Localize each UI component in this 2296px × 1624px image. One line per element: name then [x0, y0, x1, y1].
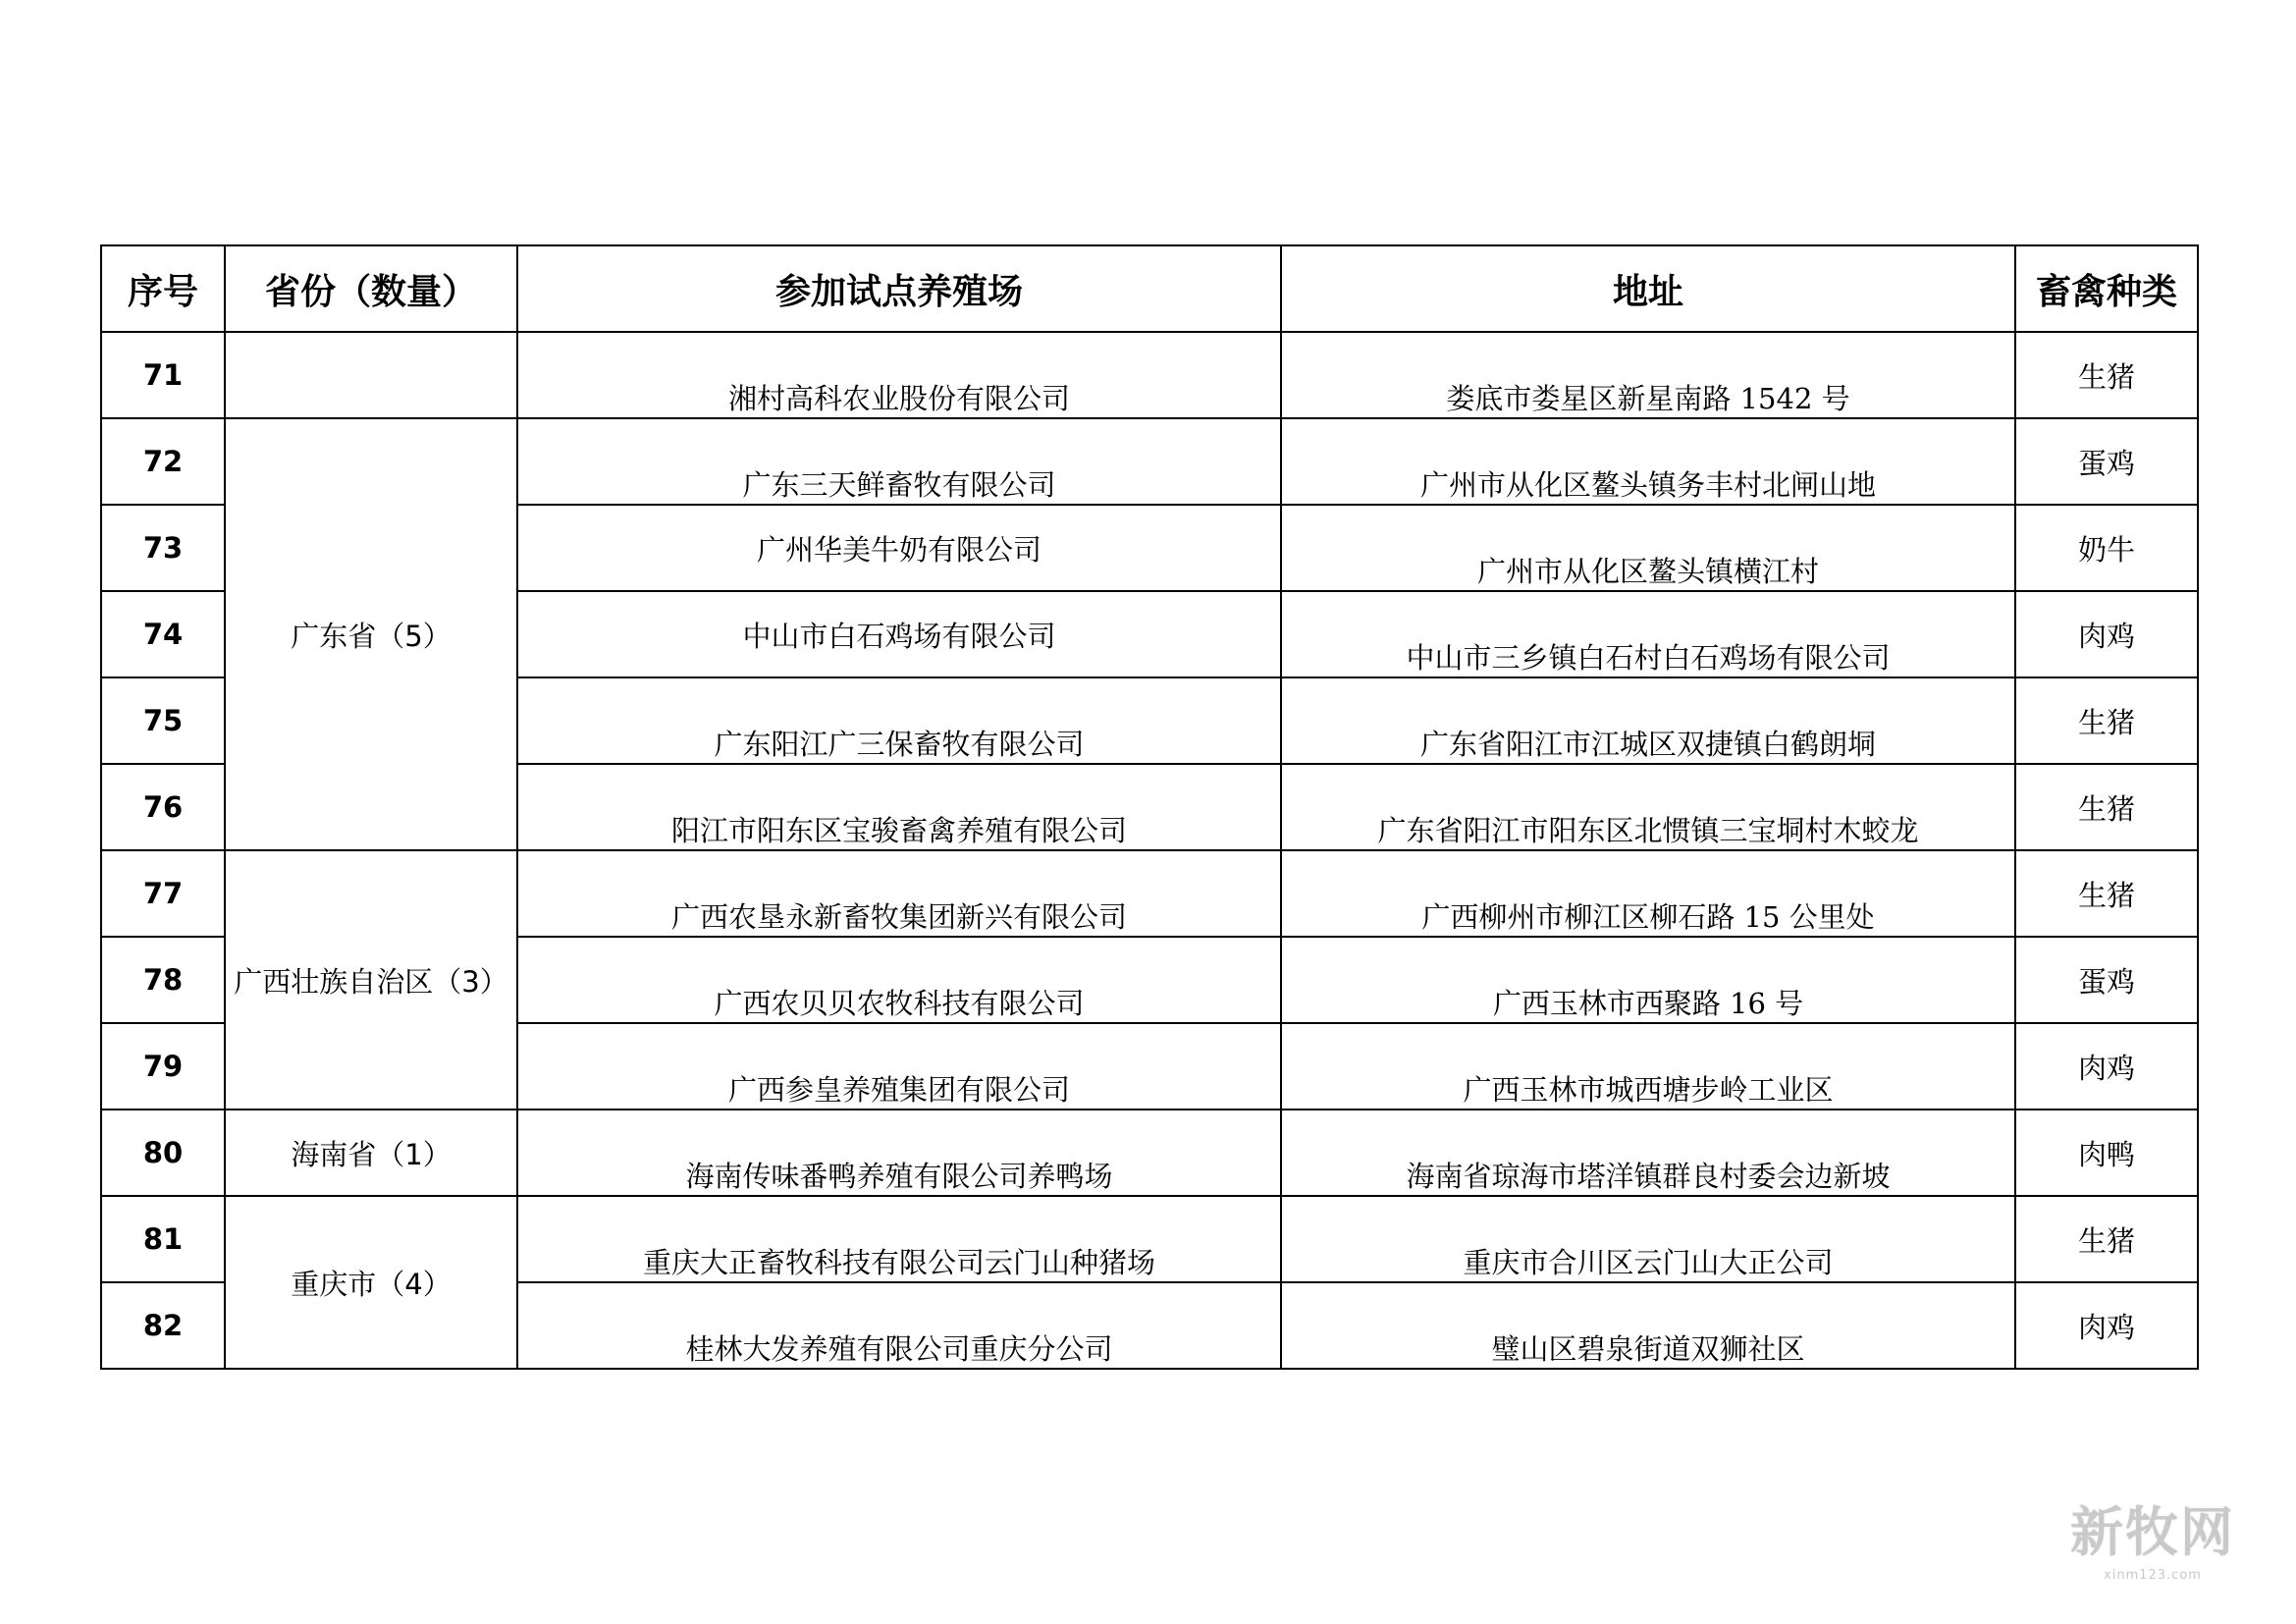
row-address: 中山市三乡镇白石村白石鸡场有限公司 — [1281, 591, 2015, 677]
row-farm: 阳江市阳东区宝骏畜禽养殖有限公司 — [517, 764, 1281, 850]
row-address: 璧山区碧泉街道双狮社区 — [1281, 1282, 2015, 1369]
row-address: 广东省阳江市阳东区北惯镇三宝垌村木蛟龙 — [1281, 764, 2015, 850]
row-farm: 广西参皇养殖集团有限公司 — [517, 1023, 1281, 1110]
row-farm: 桂林大发养殖有限公司重庆分公司 — [517, 1282, 1281, 1369]
row-address: 广州市从化区鳌头镇务丰村北闸山地 — [1281, 418, 2015, 505]
row-species: 生猪 — [2015, 677, 2198, 764]
row-farm: 广东阳江广三保畜牧有限公司 — [517, 677, 1281, 764]
row-province: 海南省（1） — [225, 1110, 517, 1196]
watermark-logo: 新牧网 — [2070, 1501, 2235, 1563]
row-species: 肉鸡 — [2015, 591, 2198, 677]
row-species: 蛋鸡 — [2015, 937, 2198, 1023]
row-number: 74 — [101, 591, 225, 677]
row-number: 76 — [101, 764, 225, 850]
header-address: 地址 — [1281, 245, 2015, 332]
header-farm: 参加试点养殖场 — [517, 245, 1281, 332]
row-number: 71 — [101, 332, 225, 418]
row-species: 奶牛 — [2015, 505, 2198, 591]
row-number: 80 — [101, 1110, 225, 1196]
watermark-url: xinm123.com — [2104, 1568, 2202, 1583]
header-province: 省份（数量） — [225, 245, 517, 332]
row-number: 72 — [101, 418, 225, 505]
row-farm: 广州华美牛奶有限公司 — [517, 505, 1281, 591]
row-address: 广西玉林市西聚路 16 号 — [1281, 937, 2015, 1023]
row-province — [225, 332, 517, 418]
row-species: 蛋鸡 — [2015, 418, 2198, 505]
row-address: 广州市从化区鳌头镇横江村 — [1281, 505, 2015, 591]
row-address: 重庆市合川区云门山大正公司 — [1281, 1196, 2015, 1282]
table-row — [101, 332, 2198, 418]
row-species: 生猪 — [2015, 1196, 2198, 1282]
row-farm: 广东三天鲜畜牧有限公司 — [517, 418, 1281, 505]
row-address: 广西柳州市柳江区柳石路 15 公里处 — [1281, 850, 2015, 937]
table-row — [101, 1110, 2198, 1196]
table-header-row — [101, 245, 2198, 332]
row-species: 肉鸡 — [2015, 1282, 2198, 1369]
row-province: 广东省（5） — [225, 418, 517, 850]
row-province: 重庆市（4） — [225, 1196, 517, 1369]
row-number: 81 — [101, 1196, 225, 1282]
row-province: 广西壮族自治区（3） — [225, 850, 517, 1110]
farm-table — [100, 244, 2199, 1370]
row-address: 广西玉林市城西塘步岭工业区 — [1281, 1023, 2015, 1110]
header-species: 畜禽种类 — [2015, 245, 2198, 332]
table-row — [101, 850, 2198, 937]
row-farm: 广西农垦永新畜牧集团新兴有限公司 — [517, 850, 1281, 937]
row-farm: 中山市白石鸡场有限公司 — [517, 591, 1281, 677]
row-species: 肉鸡 — [2015, 1023, 2198, 1110]
row-number: 78 — [101, 937, 225, 1023]
row-species: 生猪 — [2015, 850, 2198, 937]
row-number: 79 — [101, 1023, 225, 1110]
row-number: 73 — [101, 505, 225, 591]
row-species: 生猪 — [2015, 332, 2198, 418]
row-farm: 广西农贝贝农牧科技有限公司 — [517, 937, 1281, 1023]
row-number: 77 — [101, 850, 225, 937]
header-num: 序号 — [101, 245, 225, 332]
row-address: 广东省阳江市江城区双捷镇白鹤朗垌 — [1281, 677, 2015, 764]
row-farm: 湘村高科农业股份有限公司 — [517, 332, 1281, 418]
row-number: 75 — [101, 677, 225, 764]
row-address: 海南省琼海市塔洋镇群良村委会边新坡 — [1281, 1110, 2015, 1196]
row-species: 肉鸭 — [2015, 1110, 2198, 1196]
table-row — [101, 418, 2198, 505]
table-row — [101, 1196, 2198, 1282]
row-farm: 重庆大正畜牧科技有限公司云门山种猪场 — [517, 1196, 1281, 1282]
row-number: 82 — [101, 1282, 225, 1369]
row-farm: 海南传味番鸭养殖有限公司养鸭场 — [517, 1110, 1281, 1196]
row-address: 娄底市娄星区新星南路 1542 号 — [1281, 332, 2015, 418]
row-species: 生猪 — [2015, 764, 2198, 850]
site-watermark — [2070, 1490, 2235, 1583]
